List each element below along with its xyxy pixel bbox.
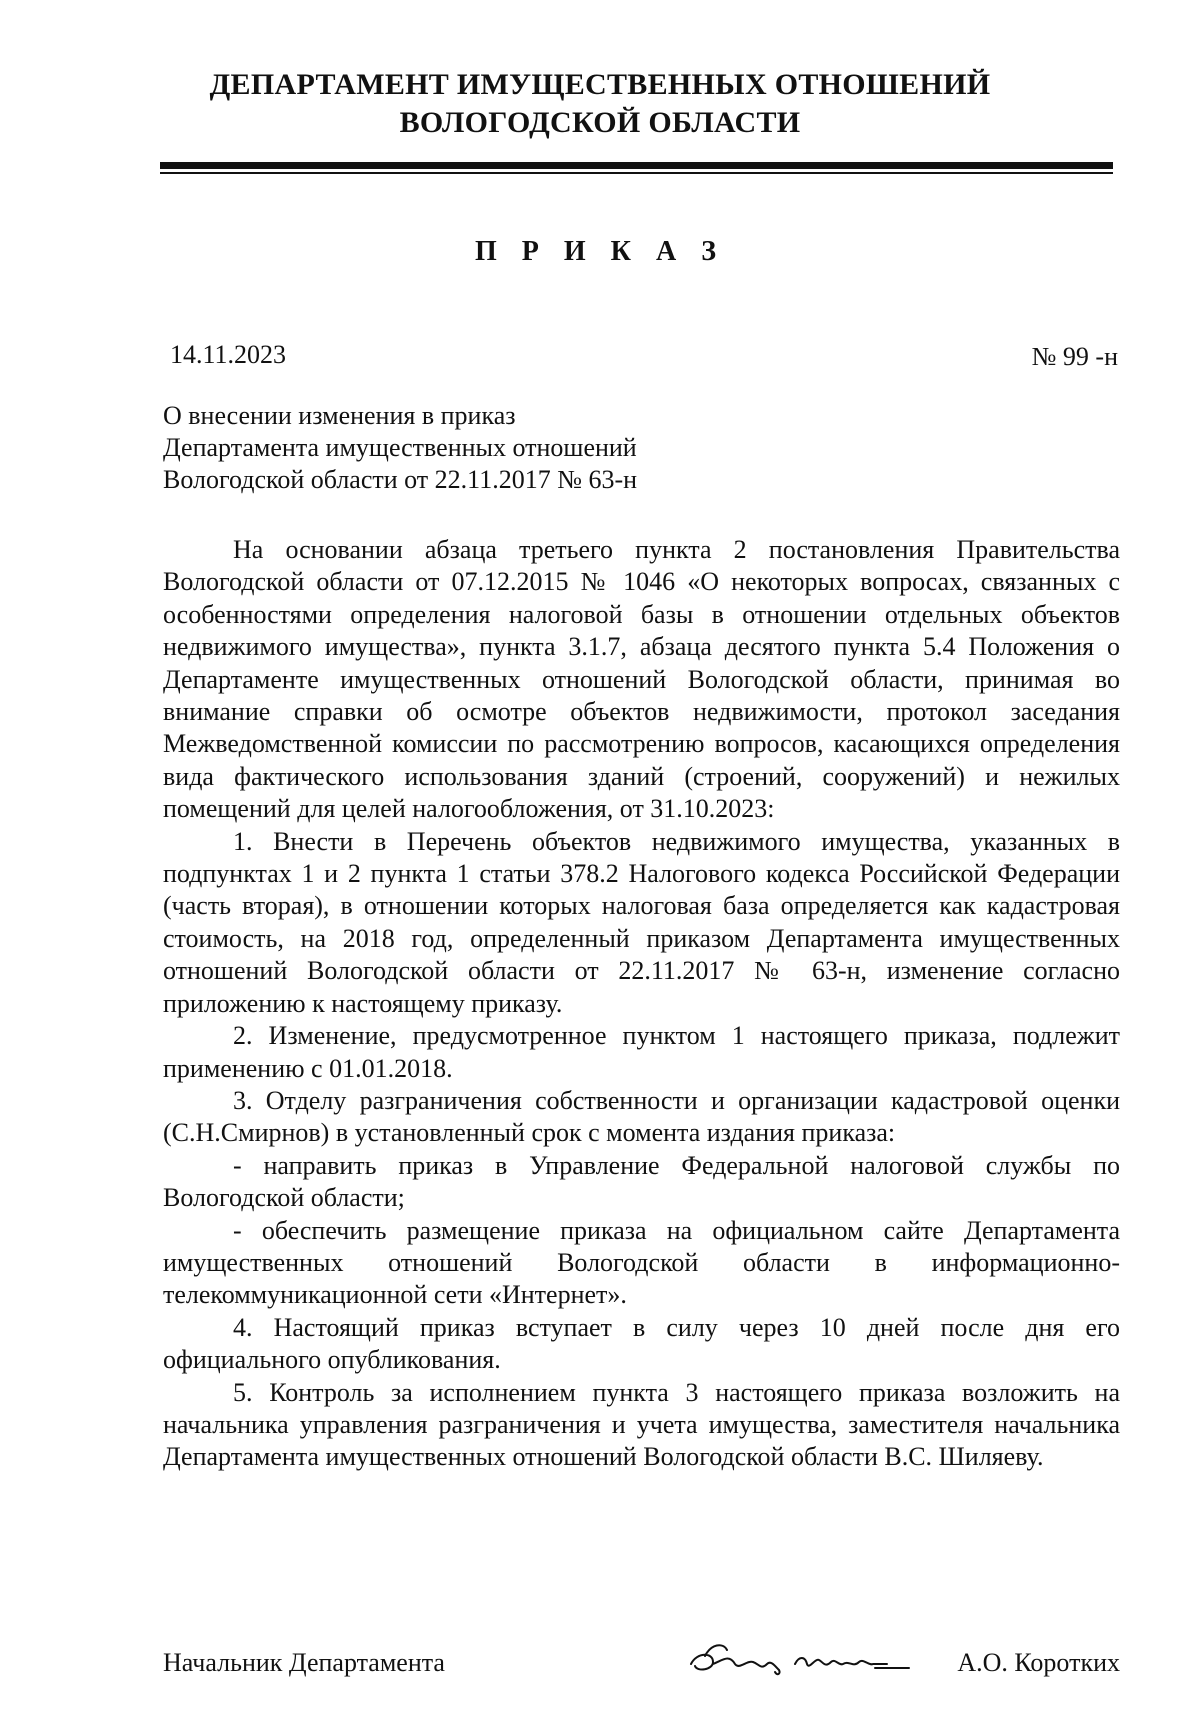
header-rule-thick bbox=[160, 162, 1113, 169]
signatory-name: А.О. Коротких bbox=[957, 1648, 1120, 1677]
body-paragraph-item-5: 5. Контроль за исполнением пункта 3 настоящего приказа возложить на начальника управления разграничения и учета имущества, заместителя начальника Департамента имущественных отношений Вологодской области В.С. Шиляеву. bbox=[163, 1377, 1120, 1472]
organization-name-line1: ДЕПАРТАМЕНТ ИМУЩЕСТВЕННЫХ ОТНОШЕНИЙ bbox=[209, 68, 991, 101]
document-subject bbox=[163, 400, 637, 496]
subject-line: Департамента имущественных отношений bbox=[163, 433, 637, 462]
body-paragraph-item-4: 4. Настоящий приказ вступает в силу через 10 дней после дня его официального опубликования. bbox=[163, 1312, 1120, 1375]
document-body bbox=[163, 534, 1120, 1474]
body-paragraph-item-3-dash-1: - направить приказ в Управление Федеральной налоговой службы по Вологодской области; bbox=[163, 1150, 1120, 1213]
signature-block bbox=[163, 1648, 1120, 1688]
document-number: № 99 -н bbox=[1031, 342, 1118, 371]
subject-line: О внесении изменения в приказ bbox=[163, 401, 516, 430]
signatory-position: Начальник Департамента bbox=[163, 1648, 445, 1677]
organization-header bbox=[0, 66, 1200, 142]
body-paragraph-item-1: 1. Внести в Перечень объектов недвижимого имущества, указанных в подпунктах 1 и 2 пункта 1 статьи 378.2 Налогового кодекса Российской Федерации (часть вторая), в отношении которых налоговая база определяется как кадастровая стоимость, на 2018 год, определенный приказом Департамента имущественных отношений Вологодской области от 22.11.2017 № 63-н, изменение согласно приложению к настоящему приказу. bbox=[163, 826, 1120, 1018]
body-paragraph-item-2: 2. Изменение, предусмотренное пунктом 1 настоящего приказа, подлежит применению с 01.01.2018. bbox=[163, 1021, 1120, 1083]
header-rule-thin bbox=[160, 172, 1113, 174]
body-paragraph-item-3-dash-2: - обеспечить размещение приказа на официальном сайте Департамента имущественных отношений Вологодской области в информационно-телекоммуникационной сети «Интернет». bbox=[163, 1215, 1120, 1310]
body-paragraph-item-3: 3. Отделу разграничения собственности и организации кадастровой оценки (С.Н.Смирнов) в установленный срок с момента издания приказа: bbox=[163, 1085, 1120, 1148]
document-date: 14.11.2023 bbox=[170, 340, 287, 369]
organization-name-line2: ВОЛОГОДСКОЙ ОБЛАСТИ bbox=[399, 106, 801, 139]
subject-line: Вологодской области от 22.11.2017 № 63-н bbox=[163, 465, 638, 494]
handwritten-signature bbox=[683, 1630, 923, 1682]
document-type-title: П Р И К А З bbox=[475, 236, 725, 267]
body-paragraph-preamble: На основании абзаца третьего пункта 2 постановления Правительства Вологодской области от 07.12.2015 № 1046 «О некоторых вопросах, связанных с особенностями определения налоговой базы в отношении отдельных объектов недвижимого имущества», пункта 3.1.7, абзаца десятого пункта 5.4 Положения о Департаменте имущественных отношений Вологодской области, принимая во внимание справки об осмотре объектов недвижимости, протокол заседания Межведомственной комиссии по рассмотрению вопросов, касающихся определения вида фактического использования зданий (строений, сооружений) и нежилых помещений для целей налогообложения, от 31.10.2023: bbox=[163, 535, 1120, 824]
